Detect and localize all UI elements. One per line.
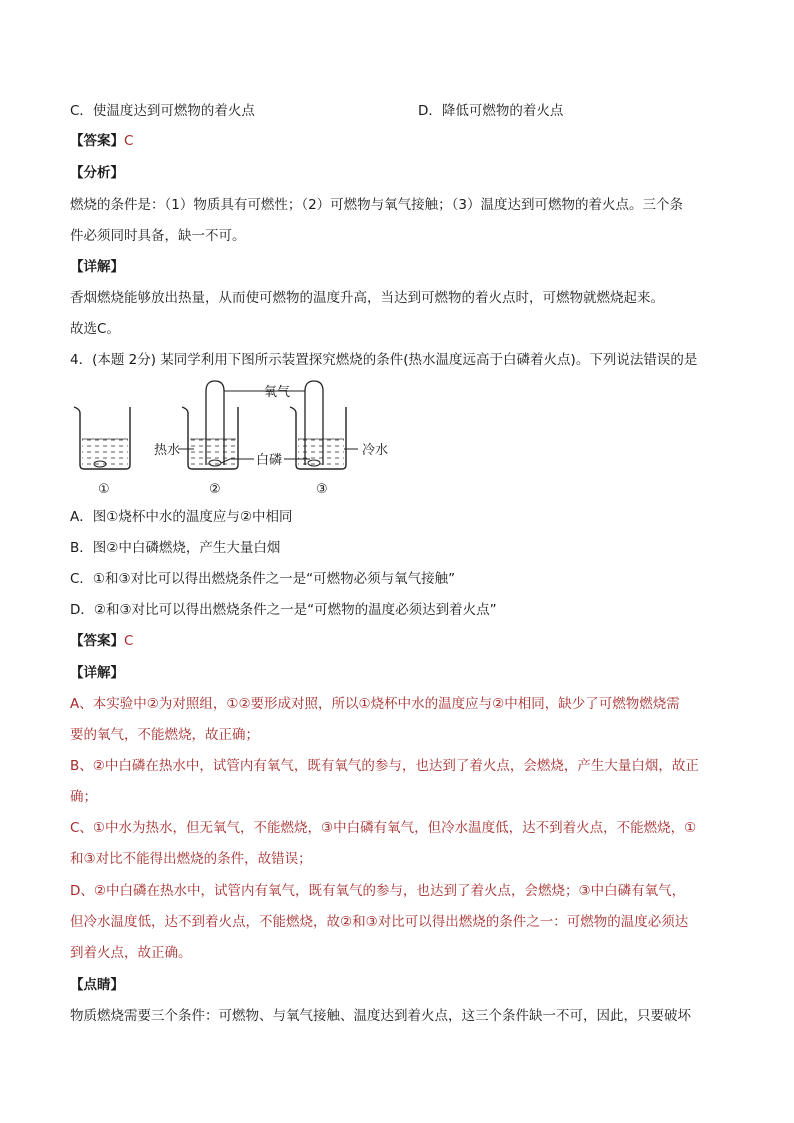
detail-line: B、②中白磷在热水中，试管内有氧气，既有氧气的参与，也达到了着火点，会燃烧，产生大量白烟，故正 — [70, 758, 699, 774]
answer-label: 【答案】 — [70, 133, 124, 149]
beaker-2-water — [190, 439, 236, 465]
label-2: ② — [209, 482, 221, 497]
label-oxygen: 氧气 — [264, 385, 291, 400]
analysis-label: 【分析】 — [70, 165, 124, 181]
detail-line: 要的氧气，不能燃烧，故正确； — [70, 727, 259, 743]
analysis-line: 燃烧的条件是：（1）物质具有可燃性；（2）可燃物与氧气接触；（3）温度达到可燃物的着火点。三个条 — [70, 197, 684, 213]
detail-label: 【详解】 — [70, 259, 124, 275]
q3-option-d: D．降低可燃物的着火点 — [418, 103, 564, 119]
detail-line: 确； — [70, 789, 97, 805]
detail-line: D、②中白磷在热水中，试管内有氧气，既有氧气的参与，也达到了着火点，会燃烧；③中白磷有氧气， — [70, 883, 686, 899]
experiment-diagram — [70, 377, 410, 499]
answer-value: C — [124, 633, 134, 649]
label-white-phosphorus: 白磷 — [256, 453, 283, 468]
beaker-1-water — [82, 439, 128, 465]
beaker-2 — [182, 381, 238, 469]
detail-line: 香烟燃烧能够放出热量，从而使可燃物的温度升高，当达到可燃物的着火点时，可燃物就燃烧起来。 — [70, 290, 664, 306]
detail-line: 但冷水温度低，达不到着火点，不能燃烧，故②和③对比可以得出燃烧的条件之一：可燃物的温度必须达 — [70, 914, 689, 930]
q4-option-c: C．①和③对比可以得出燃烧条件之一是“可燃物必须与氧气接触” — [70, 571, 456, 587]
answer-value: C — [124, 133, 134, 149]
label-1: ① — [98, 482, 110, 497]
comment-label: 【点睛】 — [70, 977, 124, 993]
q3-options-row — [70, 101, 564, 121]
beaker-diagram-svg — [70, 377, 410, 499]
q3-option-c: C．使温度达到可燃物的着火点 — [70, 103, 255, 119]
q4-answer — [70, 631, 133, 651]
q4-option-a: A．图①烧杯中水的温度应与②中相同 — [70, 509, 293, 525]
answer-label: 【答案】 — [70, 633, 124, 649]
q4-option-b: B．图②中白磷燃烧，产生大量白烟 — [70, 540, 281, 556]
detail-label: 【详解】 — [70, 665, 124, 681]
detail-line: A、本实验中②为对照组，①②要形成对照，所以①烧杯中水的温度应与②中相同，缺少了可燃物燃烧需 — [70, 696, 680, 712]
analysis-line: 件必须同时具备，缺一不可。 — [70, 228, 246, 244]
label-hot-water: 热水 — [154, 443, 181, 458]
comment-line: 物质燃烧需要三个条件：可燃物、与氧气接触、温度达到着火点，这三个条件缺一不可，因此，只要破坏 — [70, 1008, 691, 1024]
q4-stem: 4．(本题 2分) 某同学利用下图所示装置探究燃烧的条件(热水温度远高于白磷着火点)。下列说法错误的是 — [70, 352, 698, 368]
detail-line: 到着火点，故正确。 — [70, 945, 192, 961]
detail-line: 和③对比不能得出燃烧的条件，故错误； — [70, 851, 312, 867]
detail-line: 故选C。 — [70, 321, 120, 337]
label-cold-water: 冷水 — [362, 443, 389, 458]
label-3: ③ — [316, 482, 328, 497]
detail-line: C、①中水为热水，但无氧气，不能燃烧，③中白磷有氧气，但冷水温度低，达不到着火点，不能燃烧，① — [70, 820, 697, 836]
q4-option-d: D．②和③对比可以得出燃烧条件之一是“可燃物的温度必须达到着火点” — [70, 602, 497, 618]
beaker-1 — [74, 407, 130, 469]
q3-answer — [70, 131, 133, 151]
beaker-3 — [290, 381, 346, 469]
